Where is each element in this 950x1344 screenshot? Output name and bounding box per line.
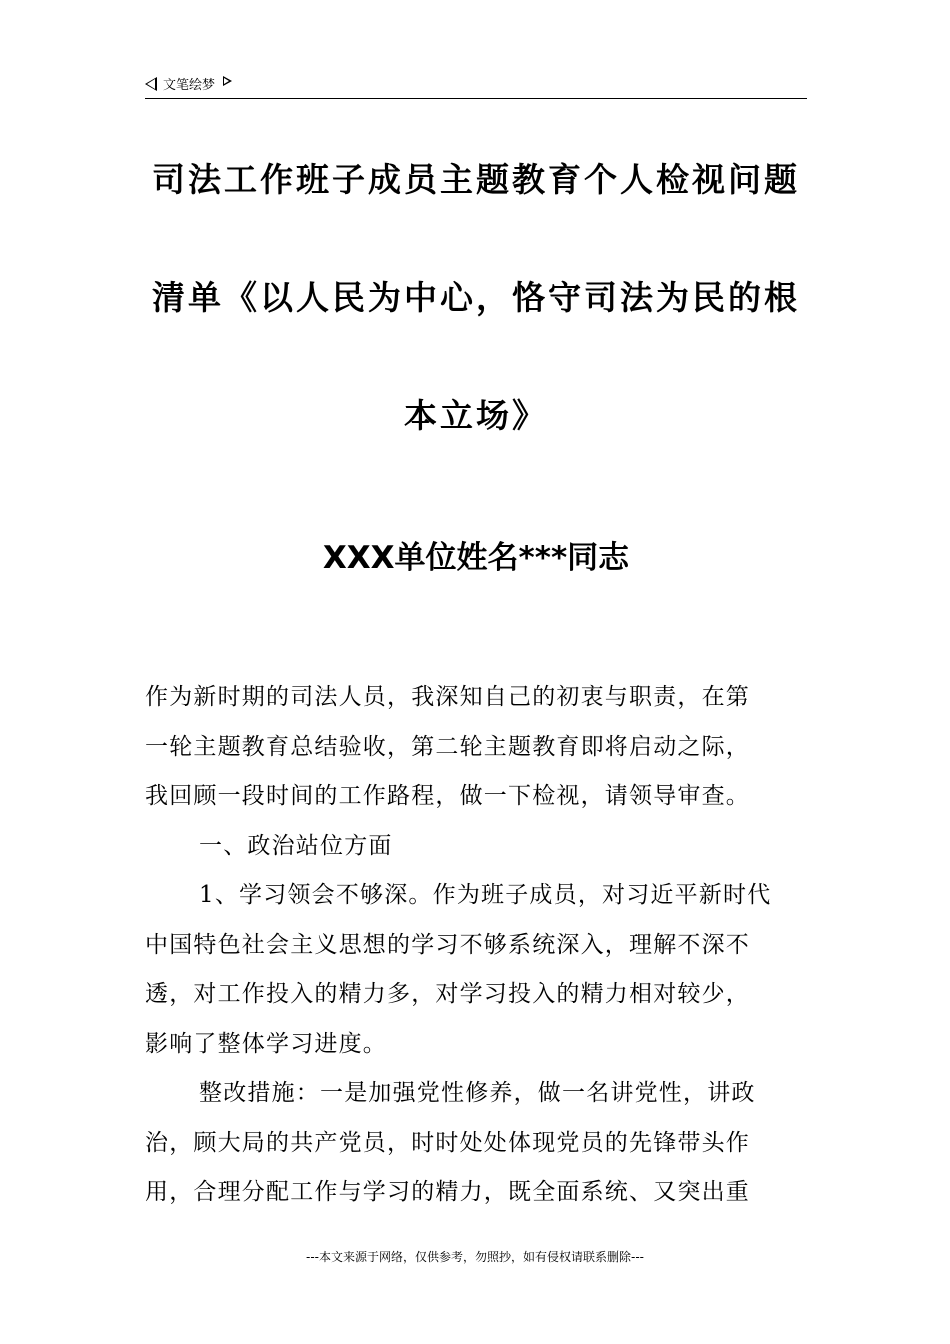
paragraph-line: 中国特色社会主义思想的学习不够系统深入，理解不深不 [145,931,750,958]
paragraph-line: 用，合理分配工作与学习的精力，既全面系统、又突出重 [145,1179,750,1205]
right-triangle-icon [223,76,232,86]
section-heading: 一、政治站位方面 [199,832,393,859]
paragraph-line: 治，顾大局的共产党员，时时处处体现党员的先锋带头作 [145,1129,750,1156]
paragraph-line: 透，对工作投入的精力多，对学习投入的精力相对较少， [145,981,750,1007]
page-footer: ---本文来源于网络，仅供参考，勿照抄，如有侵权请联系删除--- [306,1250,644,1264]
paragraph-line: 影响了整体学习进度。 [145,1030,387,1057]
paragraph-line: 我回顾一段时间的工作路程，做一下检视，请领导审查。 [145,783,750,809]
header-brand-text: 文笔绘梦 [163,78,216,93]
document-body [145,673,807,1218]
paragraph-line: 一轮主题教育总结验收，第二轮主题教育即将启动之际， [145,733,750,760]
document-title [145,150,807,504]
title-line: 司法工作班子成员主题教育个人检视问题 [152,160,800,199]
paragraph-line: 1、学习领会不够深。作为班子成员，对习近平新时代 [199,882,772,908]
title-line: 清单《以人民为中心，恪守司法为民的根 [152,278,800,317]
paragraph-line: 作为新时期的司法人员，我深知自己的初衷与职责，在第 [145,684,750,710]
page-header [145,74,807,99]
left-triangle-icon [145,77,157,91]
title-line: 本立场》 [404,396,548,435]
paragraph-line: 整改措施：一是加强党性修养，做一名讲党性，讲政 [199,1080,756,1106]
header-brand [145,74,232,93]
author-line: XXX单位姓名***同志 [322,540,630,576]
